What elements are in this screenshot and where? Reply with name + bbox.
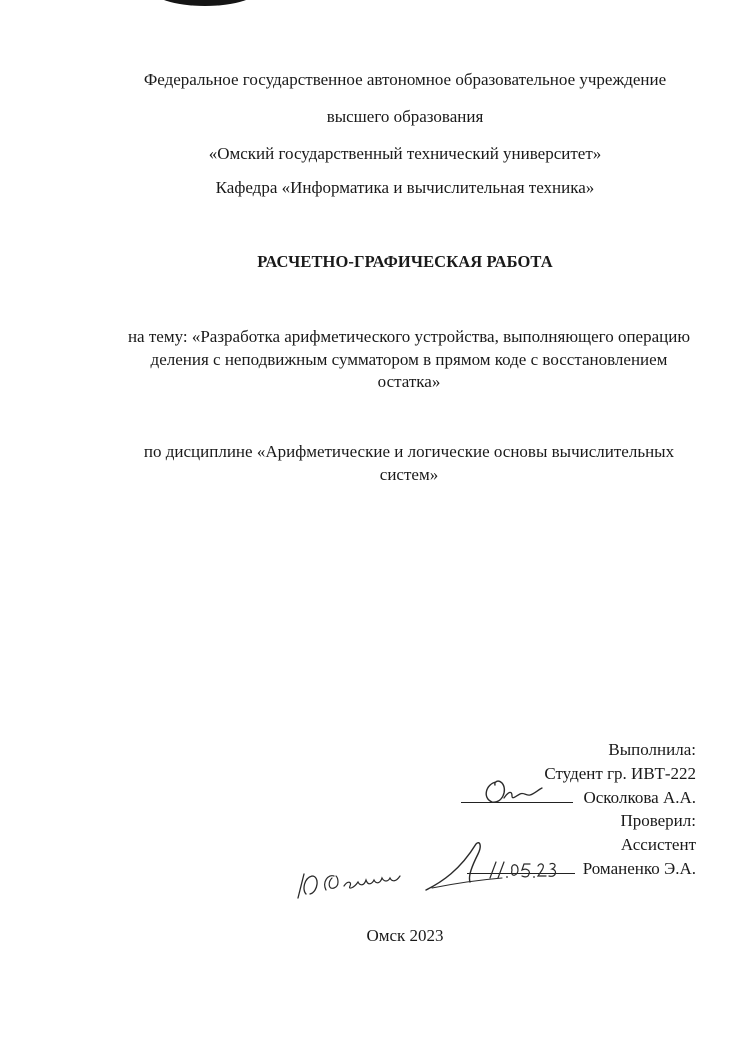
topic-line-3: остатка» — [377, 372, 441, 391]
student-name: Осколкова А.А. — [583, 787, 696, 807]
checked-label: Проверил: — [620, 811, 696, 831]
discipline-line-2: систем» — [379, 464, 439, 484]
scan-blot — [150, 0, 260, 6]
department-name: Кафедра «Информатика и вычислительная техника» — [215, 178, 595, 197]
student-group: Студент гр. ИВТ-222 — [544, 763, 696, 783]
handwritten-grade — [292, 860, 412, 906]
discipline-block — [40, 441, 738, 486]
topic-line-2: деления с неподвижным сумматором в прямом коде с восстановлением — [150, 349, 668, 369]
performed-label: Выполнила: — [608, 740, 696, 759]
checker-role: Ассистент — [620, 835, 696, 855]
university-name: «Омский государственный технический университет» — [208, 144, 602, 163]
topic-block — [40, 326, 738, 394]
checker-name: Романенко Э.А. — [582, 858, 696, 878]
city-year: Омск 2023 — [366, 926, 444, 945]
discipline-line-1: по дисциплине «Арифметические и логические основы вычислительных — [143, 442, 675, 461]
topic-line-1: на тему: «Разработка арифметического устройства, выполняющего операцию — [127, 327, 691, 346]
institution-line: Федеральное государственное автономное образовательное учреждение — [143, 70, 667, 89]
education-level-line: высшего образования — [326, 107, 484, 126]
document-title: РАСЧЕТНО-ГРАФИЧЕСКАЯ РАБОТА — [257, 252, 553, 271]
handwritten-date — [486, 858, 566, 882]
student-signature — [478, 776, 548, 810]
